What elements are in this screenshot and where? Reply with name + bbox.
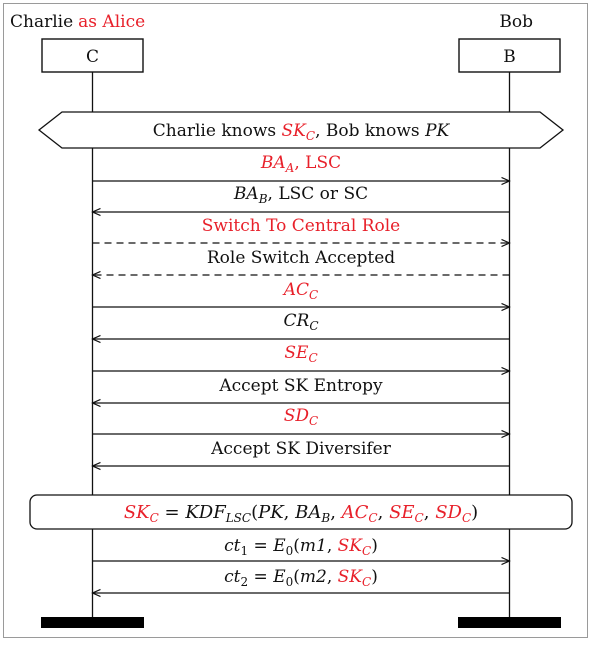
message-label-ct1: $ct_1 = E_0(m1$, $SK_C$) — [224, 536, 378, 558]
message-label-ac-c: $AC_C$ — [283, 280, 319, 302]
lifeline-right-end — [458, 617, 561, 628]
participant-left-title: Charlie as Alice — [10, 12, 146, 32]
lifeline-left-end — [41, 617, 144, 628]
participant-left-box-label: C — [85, 47, 100, 67]
message-label-ba-b: $BA_B$, LSC or SC — [233, 184, 369, 206]
knowledge-banner-text: Charlie knows $SK_C$, Bob knows PK — [152, 121, 450, 143]
participant-right-box-label: B — [503, 47, 516, 67]
message-label-switch: Switch To Central Role — [201, 216, 401, 236]
message-label-accept-diversifier: Accept SK Diversifer — [211, 439, 391, 459]
message-label-role-accepted: Role Switch Accepted — [206, 248, 396, 268]
message-label-cr-c: $CR_C$ — [283, 311, 319, 333]
message-label-sd-c: $SD_C$ — [283, 406, 319, 428]
message-label-accept-entropy: Accept SK Entropy — [219, 376, 383, 396]
message-label-ba-a: $BA_A$, LSC — [260, 153, 342, 175]
message-label-ct2: $ct_2 = E_0(m2$, $SK_C$) — [224, 567, 378, 589]
messages — [93, 153, 510, 466]
message-label-se-c: $SE_C$ — [284, 343, 318, 365]
kdf-equation: $SK_C = KDF_{LSC}(PK$, $BA_B$, $AC_C$, $SE_C$, $SD_C$) — [123, 502, 479, 525]
participant-right-title: Bob — [499, 12, 533, 32]
